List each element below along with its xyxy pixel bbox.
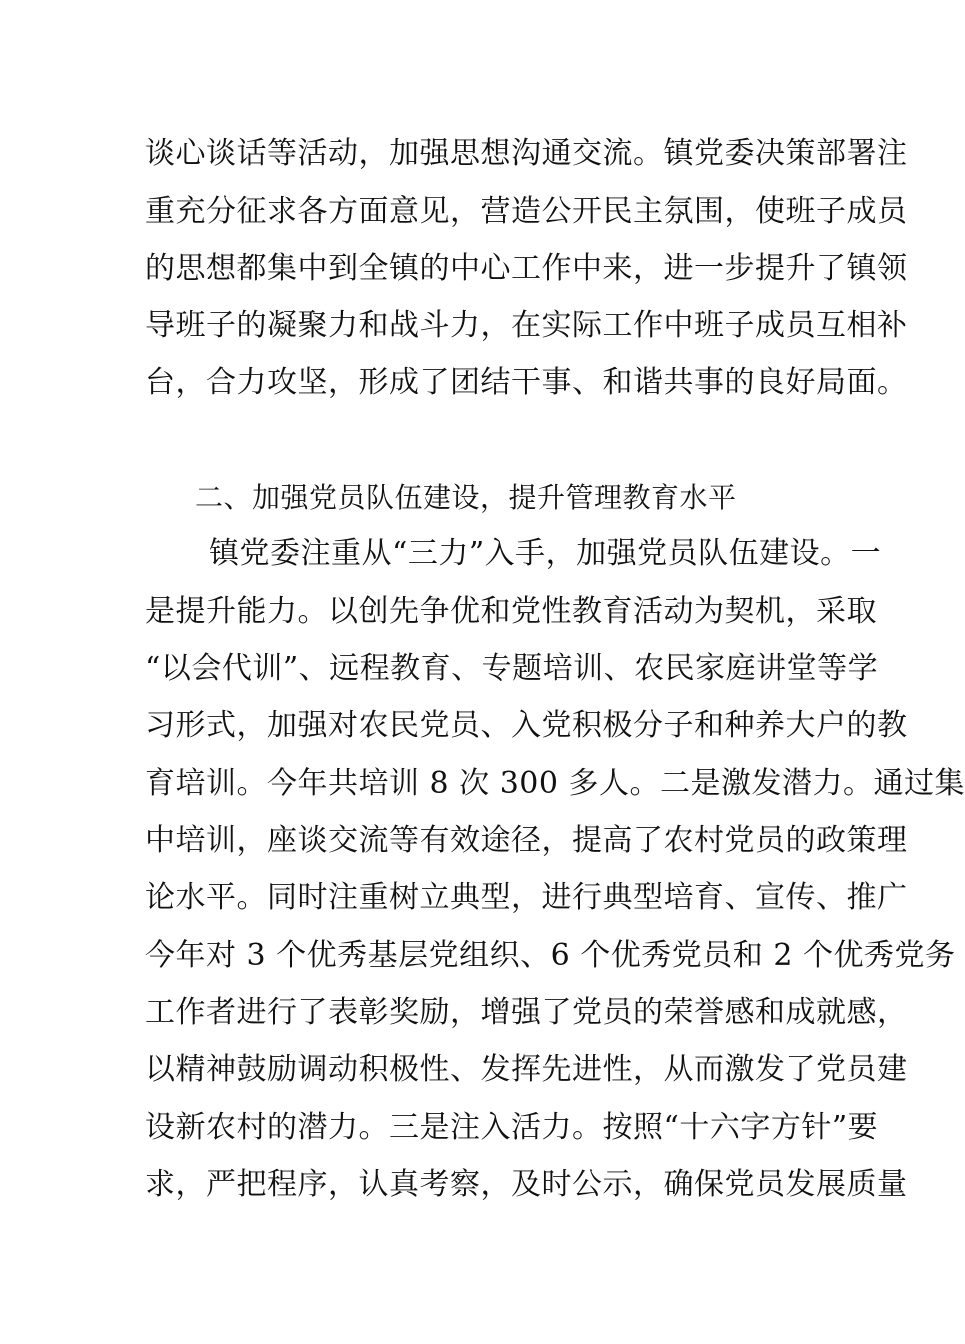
paragraph-line: 今年对 3 个优秀基层党组织、6 个优秀党员和 2 个优秀党务 xyxy=(145,938,956,973)
paragraph-line: 是提升能力。以创先争优和党性教育活动为契机，采取 xyxy=(145,594,877,629)
paragraph-line: 求，严把程序，认真考察，及时公示，确保党员发展质量 xyxy=(145,1167,908,1202)
paragraph-line: 导班子的凝聚力和战斗力，在实际工作中班子成员互相补 xyxy=(145,308,908,343)
paragraph-line: 育培训。今年共培训 8 次 300 多人。二是激发潜力。通过集 xyxy=(145,766,965,801)
paragraph-line: 以精神鼓励调动积极性、发挥先进性，从而激发了党员建 xyxy=(145,1052,908,1087)
paragraph-line: 镇党委注重从“三力”入手，加强党员队伍建设。一 xyxy=(209,536,882,571)
paragraph-line: 的思想都集中到全镇的中心工作中来，进一步提升了镇领 xyxy=(145,251,908,286)
paragraph-line: “以会代训”、远程教育、专题培训、农民家庭讲堂等学 xyxy=(145,651,879,686)
paragraph-line: 习形式，加强对农民党员、入党积极分子和种养大户的教 xyxy=(145,708,908,743)
paragraph-line: 设新农村的潜力。三是注入活力。按照“十六字方针”要 xyxy=(145,1110,879,1145)
section-heading: 二、加强党员队伍建设，提升管理教育水平 xyxy=(195,481,737,514)
paragraph-line: 谈心谈话等活动，加强思想沟通交流。镇党委决策部署注 xyxy=(145,136,908,171)
paragraph-line: 工作者进行了表彰奖励，增强了党员的荣誉感和成就感， xyxy=(145,995,908,1030)
paragraph-line: 重充分征求各方面意见，营造公开民主氛围，使班子成员 xyxy=(145,194,908,229)
paragraph-line: 论水平。同时注重树立典型，进行典型培育、宣传、推广 xyxy=(145,880,908,915)
paragraph-line: 台，合力攻坚，形成了团结干事、和谐共事的良好局面。 xyxy=(145,365,908,400)
paragraph-line: 中培训，座谈交流等有效途径，提高了农村党员的政策理 xyxy=(145,823,908,858)
